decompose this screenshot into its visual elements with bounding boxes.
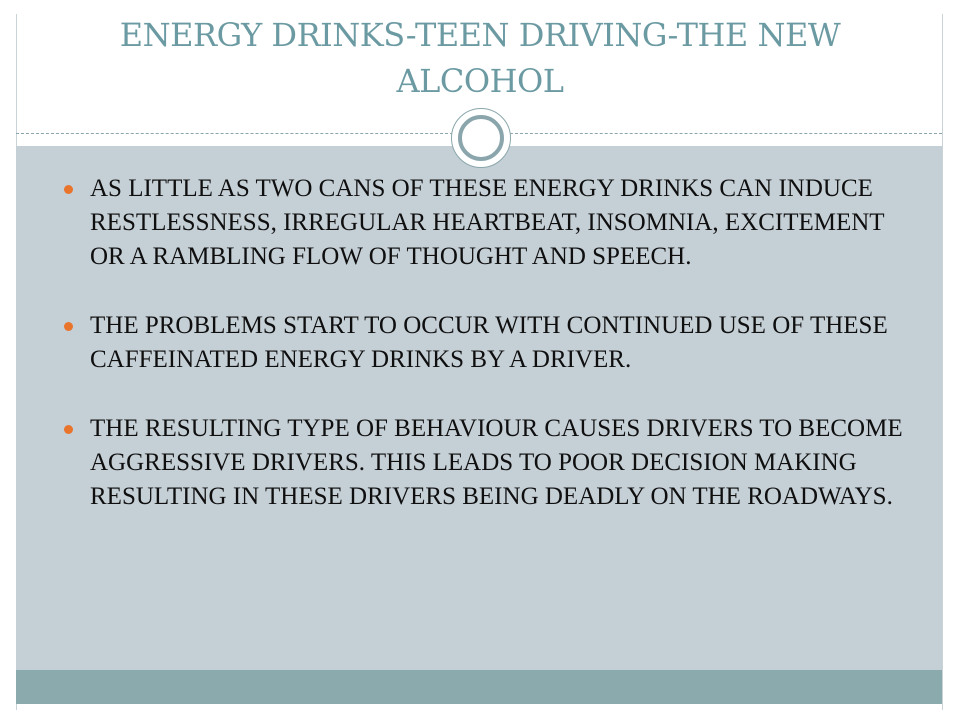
decorative-ring-inner [458,115,504,161]
bullet-text: THE PROBLEMS START TO OCCUR WITH CONTINUED USE OF THESE CAFFEINATED ENERGY DRINKS BY A DRIVER. [90,312,888,373]
bullet-dot-icon [64,322,73,331]
bullet-item [62,172,912,274]
bullet-text: AS LITTLE AS TWO CANS OF THESE ENERGY DRINKS CAN INDUCE RESTLESSNESS, IRREGULAR HEARTBEAT, INSOMNIA, EXCITEMENT OR A RAMBLING FLOW OF THOUGHT AND SPEECH. [90,175,885,270]
slide-frame-right-border [942,14,943,710]
bullet-text: THE RESULTING TYPE OF BEHAVIOUR CAUSES DRIVERS TO BECOME AGGRESSIVE DRIVERS. THIS LEADS TO POOR DECISION MAKING RESULTING IN THESE DRIVERS BEING DEADLY ON THE ROADWAYS. [90,415,903,510]
decorative-ring-icon [451,108,511,168]
bullet-dot-icon [64,425,73,434]
bullet-list [62,172,912,549]
slide-title: ENERGY DRINKS-TEEN DRIVING-THE NEW ALCOHOL [119,16,841,100]
bullet-item [62,309,912,377]
footer-band [16,670,942,704]
bullet-item [62,412,912,514]
bullet-dot-icon [64,185,73,194]
